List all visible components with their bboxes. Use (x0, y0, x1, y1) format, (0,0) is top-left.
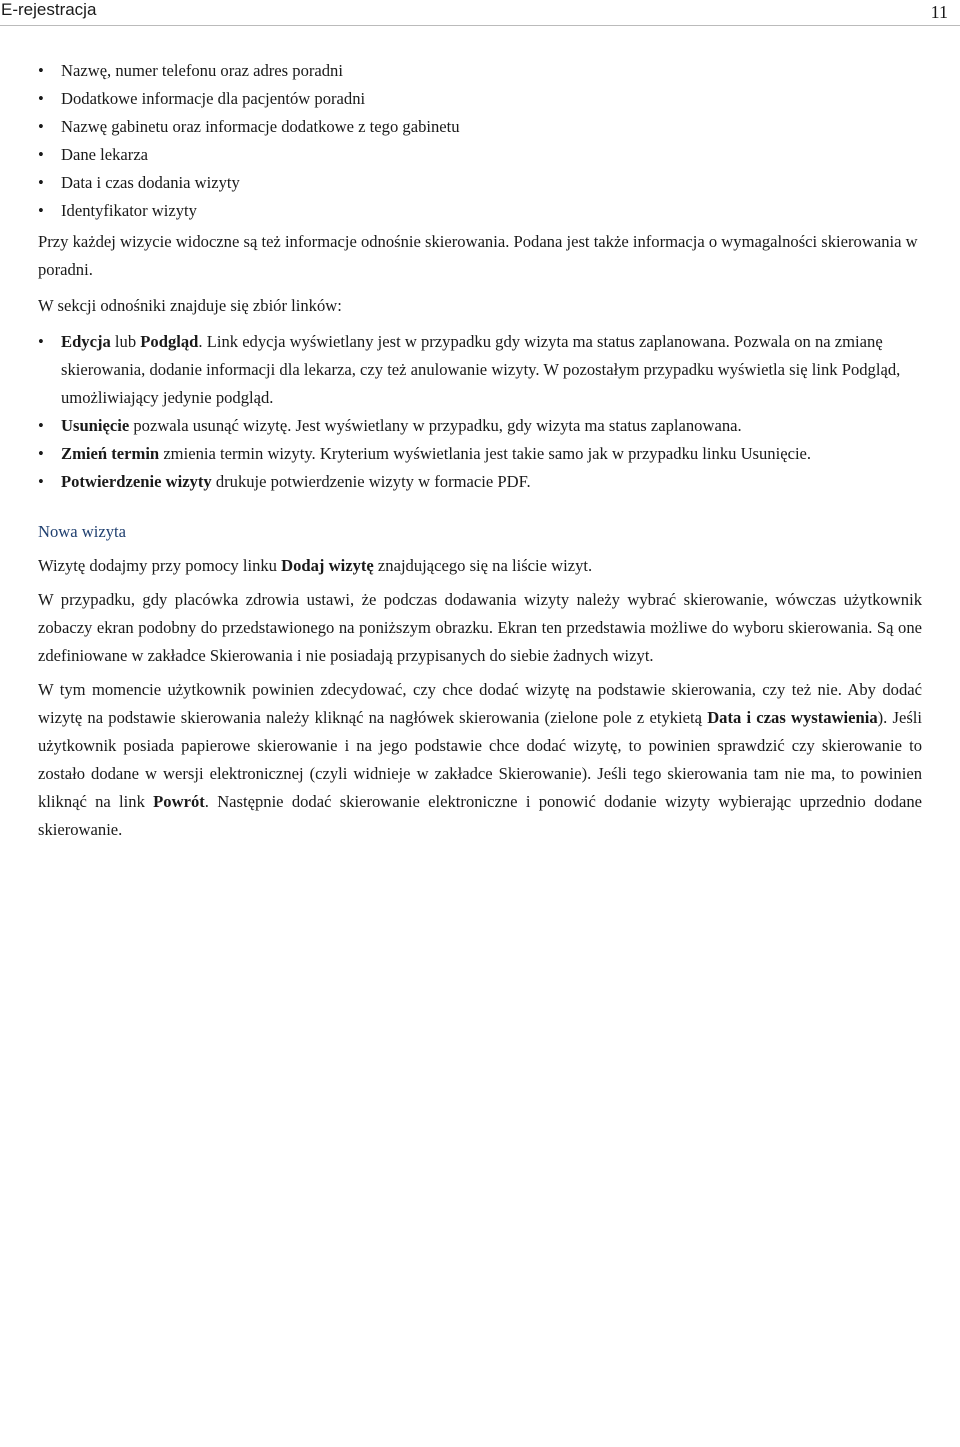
delete-link-term: Usunięcie (61, 416, 130, 435)
list-item-change-date: • Zmień termin zmienia termin wizyty. Kryterium wyświetlania jest takie samo jak w przypadku linku Usunięcie. (38, 440, 922, 468)
issue-date-label-term: Data i czas wystawienia (707, 708, 878, 727)
change-date-link-term: Zmień termin (61, 444, 160, 463)
links-section-paragraph: W sekcji odnośniki znajduje się zbiór linków: (38, 296, 342, 315)
bullet-icon: • (38, 117, 44, 136)
confirmation-link-term: Potwierdzenie wizyty (61, 472, 212, 491)
list-item-delete: • Usunięcie pozwala usunąć wizytę. Jest wyświetlany w przypadku, gdy wizyta ma status zaplanowana. (38, 412, 922, 440)
list-item: • Nazwę, numer telefonu oraz adres poradni (38, 57, 922, 85)
preview-link-term: Podgląd (140, 332, 199, 351)
section-heading: Nowa wizyta (38, 522, 127, 541)
page-header (0, 0, 960, 26)
document-body (38, 57, 922, 844)
bullet-icon: • (38, 61, 44, 80)
bullet-icon: • (38, 332, 44, 351)
list-item: • Dane lekarza (38, 141, 922, 169)
bullet-icon: • (38, 145, 44, 164)
visit-info-list (38, 57, 922, 225)
edit-link-term: Edycja (61, 332, 111, 351)
page-number: 11 (930, 2, 948, 22)
bullet-icon: • (38, 416, 44, 435)
bullet-icon: • (38, 173, 44, 192)
decision-paragraph: W tym momencie użytkownik powinien zdecydować, czy chce dodać wizytę na podstawie skierowania, czy też nie. Aby dodać wizytę na podstawie skierowania należy kliknąć na nagłówek skierowania (zielone pole z etykietą Data i czas wystawienia). Jeśli użytkownik posiada papierowe skierowanie i na jego podstawie chce dodać wizytę, to powinien sprawdzić czy skierowanie to zostało dodane w wersji elektronicznej (czyli widnieje w zakładce Skierowanie). Jeśli tego skierowania tam nie ma, to powinien kliknąć na link Powrót. Następnie dodać skierowanie elektroniczne i ponowić dodanie wizyty wybierając uprzednio dodane skierowanie. (38, 680, 923, 839)
list-item: • Nazwę gabinetu oraz informacje dodatkowe z tego gabinetu (38, 113, 922, 141)
bullet-icon: • (38, 444, 44, 463)
add-visit-link-term: Dodaj wizytę (281, 556, 374, 575)
list-item-edit-preview: • Edycja lub Podgląd. Link edycja wyświetlany jest w przypadku gdy wizyta ma status zaplanowana. Pozwala on na zmianę skierowania, dodanie informacji dla lekarza, czy też anulowanie wizyty. W pozostałym przypadku wyświetla się link Podgląd, umożliwiający jedynie podgląd. (38, 328, 922, 412)
referral-selection-paragraph: W przypadku, gdy placówka zdrowia ustawi, że podczas dodawania wizyty należy wybrać skierowanie, wówczas użytkownik zobaczy ekran podobny do przedstawionego na poniższym obrazku. Ekran ten przedstawia możliwe do wyboru skierowania. Są one zdefiniowane w zakładce Skierowania i nie posiadają przypisanych do siebie żadnych wizyt. (38, 590, 922, 665)
header-title: E-rejestracja (1, 0, 97, 19)
bullet-icon: • (38, 89, 44, 108)
list-item: • Dodatkowe informacje dla pacjentów poradni (38, 85, 922, 113)
bullet-icon: • (38, 201, 44, 220)
bullet-icon: • (38, 472, 44, 491)
referral-info-paragraph: Przy każdej wizycie widoczne są też informacje odnośnie skierowania. Podana jest także informacja o wymagalności skierowania w poradni. (38, 232, 918, 279)
links-list (38, 328, 922, 496)
list-item: • Identyfikator wizyty (38, 197, 922, 225)
add-visit-paragraph: Wizytę dodajmy przy pomocy linku Dodaj wizytę znajdującego się na liście wizyt. (38, 556, 593, 575)
list-item-confirmation: • Potwierdzenie wizyty drukuje potwierdzenie wizyty w formacie PDF. (38, 468, 922, 496)
list-item: • Data i czas dodania wizyty (38, 169, 922, 197)
back-link-term: Powrót (153, 792, 205, 811)
